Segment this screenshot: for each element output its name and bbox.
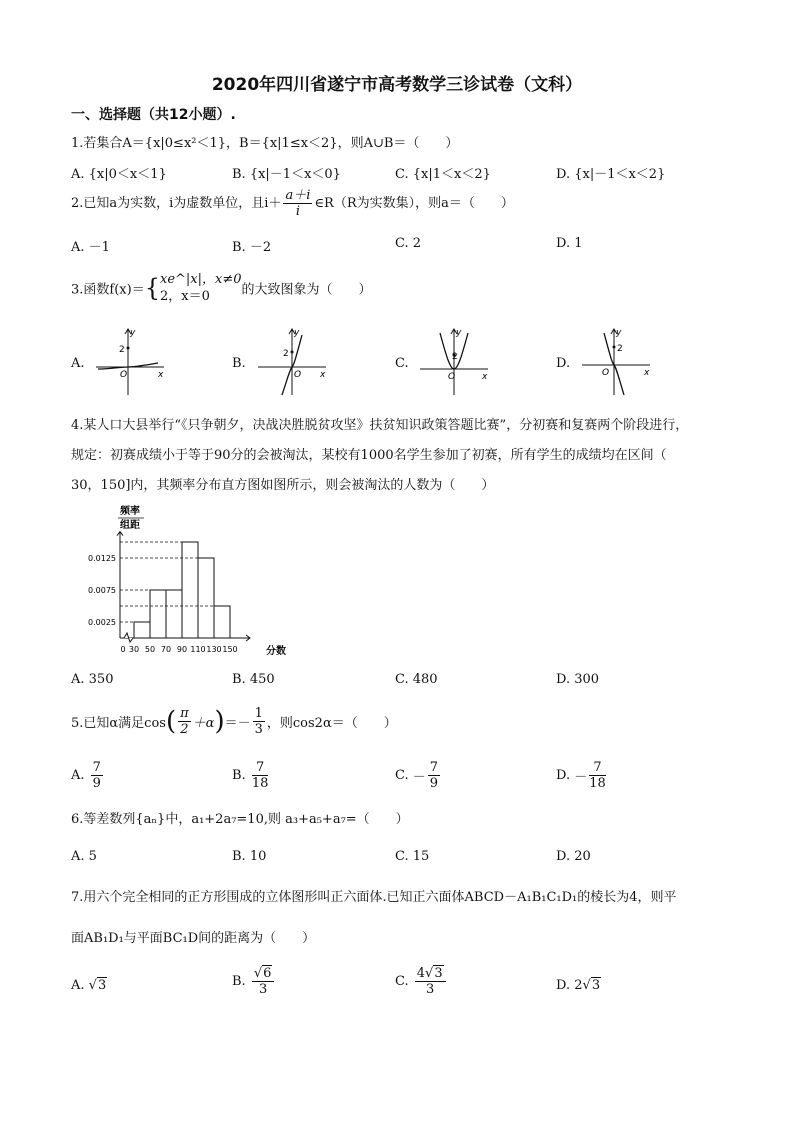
y-label: y: [294, 328, 300, 338]
q5-d-label: D.: [556, 768, 571, 783]
q5-c-sign: －: [412, 770, 426, 785]
y-tick-label: 0.0025: [88, 618, 116, 627]
question-1-stem: 1.若集合A＝{x|0≤x²＜1}，B＝{x|1≤x＜2}，则A∪B＝（ ）: [71, 136, 459, 151]
q5-d-frac: [589, 760, 606, 791]
q5-a-label: A.: [71, 768, 85, 783]
q3-graph-c[interactable]: [416, 325, 494, 397]
q4-option-c[interactable]: C. 480: [395, 672, 438, 687]
q5-mid: ＋α: [192, 716, 215, 731]
q3-pre: 3.函数f(x)＝: [71, 282, 145, 298]
x-axis-label: 分数: [266, 646, 286, 657]
y-axis-label-top: 频率: [120, 506, 140, 517]
q7-a-rad: 3: [97, 978, 107, 993]
histogram-bar: [134, 622, 150, 638]
q1-option-c[interactable]: C. {x|1＜x＜2}: [395, 167, 491, 182]
q3-case-2: 2，x＝0: [159, 289, 210, 304]
origin-label: O: [448, 372, 456, 382]
q3-graph-d[interactable]: [578, 325, 656, 397]
x-tick-label: 130: [206, 645, 222, 654]
question-6-stem: 6.等差数列{aₙ}中，a₁+2a₇=10,则 a₃+a₅+a₇=（ ）: [71, 812, 409, 827]
q5-post: ，则cos2α＝（ ）: [266, 716, 397, 731]
origin-label: O: [120, 370, 128, 380]
q2-frac-num: a＋i: [285, 188, 311, 203]
q7-b-rad: 6: [263, 966, 272, 981]
q7-option-b[interactable]: [232, 966, 276, 997]
q6-option-a[interactable]: A. 5: [71, 849, 97, 864]
q7-option-d[interactable]: D. 2√3: [556, 978, 601, 993]
q2-option-a[interactable]: A. －1: [71, 240, 110, 255]
q2-pre: 2.已知a为实数，i为虚数单位，且i＋: [71, 196, 282, 211]
mark-label: 2: [452, 352, 458, 362]
q7-c-rad: 3: [434, 966, 443, 981]
q5-d-sign: －: [574, 770, 588, 785]
q7-d-label: D.: [556, 978, 571, 993]
q5-b-label: B.: [232, 768, 246, 783]
q6-option-b[interactable]: B. 10: [232, 849, 267, 864]
q2-frac-den: i: [295, 204, 301, 219]
q2-option-c[interactable]: C. 2: [395, 236, 422, 251]
q5-option-c[interactable]: [395, 760, 442, 791]
q7-c-label: C.: [395, 974, 409, 989]
x-tick-label: 0: [120, 645, 126, 654]
origin-label: O: [602, 368, 610, 378]
x-tick-label: 70: [160, 645, 172, 654]
section-heading: 一、选择题（共12小题）.: [71, 107, 236, 123]
y-axis-label-bottom: 组距: [120, 520, 140, 531]
q7-b-frac: $\frac{√6}{3}$: [252, 966, 275, 997]
question-4-line-1: 4.某人口大县举行“《只争朝夕，决战决胜脱贫攻坚》扶贫知识政策答题比赛”，分初赛和复赛两个阶段进行，: [71, 418, 689, 433]
histogram-bar: [150, 590, 166, 638]
q7-d-rad: 3: [591, 978, 601, 993]
q2-option-d[interactable]: D. 1: [556, 236, 583, 251]
q7-c-frac: $\frac{4√3}{3}$: [415, 966, 446, 997]
q5-c-label: C.: [395, 768, 409, 783]
q5-a-den: 9: [92, 776, 101, 791]
question-4-line-3: 30，150]内，其频率分布直方图如图所示，则会被淘汰的人数为（ ）: [71, 478, 495, 493]
q5-c-den: 9: [429, 776, 439, 791]
x-tick-label: 50: [144, 645, 156, 654]
q7-option-a[interactable]: A. √3: [71, 978, 107, 993]
q3-cases: [160, 271, 242, 305]
histogram-bar: [198, 558, 214, 638]
y-label: y: [130, 328, 136, 338]
q3-graph-b[interactable]: [254, 325, 332, 397]
x-label: x: [320, 370, 326, 380]
q7-d-coef: 2: [574, 978, 583, 993]
y-tick-label: 0.0075: [88, 586, 116, 595]
q7-b-label: B.: [232, 974, 246, 989]
y-tick-label: 0.0125: [88, 554, 116, 563]
q3-graph-a[interactable]: [92, 325, 170, 397]
q5-b-den: 18: [251, 776, 269, 791]
q3-option-b[interactable]: B.: [232, 356, 246, 371]
q2-fraction: [283, 188, 312, 219]
q5-frac-den: 2: [180, 722, 189, 737]
q3-brace: {: [144, 274, 160, 302]
q5-a-frac: [91, 760, 103, 791]
q7-c-den: 3: [426, 982, 435, 997]
mark-label: 2: [283, 349, 289, 359]
x-tick-label: 110: [190, 645, 206, 654]
q5-eq: ＝－: [224, 716, 251, 731]
question-7-line-2: 面AB₁D₁与平面BC₁D间的距离为（ ）: [71, 931, 316, 946]
question-4-line-2: 规定：初赛成绩小于等于90分的会被淘汰，某校有1000名学生参加了初赛，所有学生的成绩均在区间（: [71, 448, 667, 463]
q5-frac-num: π: [180, 706, 189, 721]
question-2-stem: [71, 188, 514, 219]
q1-option-b[interactable]: B. {x|－1＜x＜0}: [232, 167, 341, 182]
page-title: 2020年四川省遂宁市高考数学三诊试卷（文科）: [211, 75, 583, 95]
q7-b-den: 3: [258, 982, 268, 997]
x-label: x: [158, 370, 164, 380]
x-tick-label: 90: [176, 645, 188, 654]
q3-option-a[interactable]: A.: [71, 356, 85, 371]
q3-post: 的大致图象为（ ）: [241, 282, 372, 298]
q5-c-frac: [428, 760, 440, 791]
q6-option-c[interactable]: C. 15: [395, 849, 430, 864]
histogram-bar: [182, 542, 198, 638]
q5-pre: 5.已知α满足cos: [71, 716, 166, 731]
q5-option-a[interactable]: [71, 760, 105, 791]
q4-option-d[interactable]: D. 300: [556, 672, 600, 687]
question-3-stem: [71, 270, 372, 306]
q6-option-d[interactable]: D. 20: [556, 849, 591, 864]
q5-b-num: 7: [252, 760, 269, 776]
q5-d-num: 7: [589, 760, 606, 776]
origin-label: O: [294, 370, 302, 380]
q5-rhs-num: 1: [254, 706, 263, 721]
q7-a-label: A.: [71, 978, 85, 993]
histogram-bar: [166, 590, 182, 638]
question-7-line-1: 7.用六个完全相同的正方形围成的立体图形叫正六面体.已知正六面体ABCD－A₁B₁C₁D₁的棱长为4，则平: [71, 890, 677, 905]
x-label: x: [482, 372, 488, 382]
y-label: y: [616, 328, 622, 338]
q5-fraction: [178, 706, 191, 737]
x-label: x: [644, 368, 650, 378]
q2-post: ∈R（R为实数集），则a＝（ ）: [314, 196, 514, 211]
q5-option-b[interactable]: [232, 760, 270, 791]
q7-c-coef: 4: [416, 966, 426, 981]
question-5-stem: 5.已知α满足cos( $\frac{\pi}{2}$ ＋α)＝－ $\frac{1}{3}$ ，则cos2α＝（ ）: [71, 706, 397, 737]
q2-option-b[interactable]: B. －2: [232, 240, 272, 255]
q5-rhs-fraction: [253, 706, 265, 737]
q4-option-a[interactable]: A. 350: [71, 672, 114, 687]
histogram-chart: [70, 500, 300, 665]
q5-d-den: 18: [589, 776, 606, 791]
q3-case-1: xe^|x|，x≠0: [159, 272, 242, 287]
q5-b-frac: [252, 760, 269, 791]
q5-rhs-den: 3: [254, 722, 263, 737]
x-tick-label: 30: [128, 645, 140, 654]
q3-option-d[interactable]: D.: [556, 356, 571, 371]
q4-option-b[interactable]: B. 450: [232, 672, 275, 687]
q5-option-d[interactable]: [556, 760, 608, 791]
x-tick-label: 150: [222, 645, 238, 654]
q1-option-d[interactable]: D. {x|－1＜x＜2}: [556, 167, 666, 182]
q5-a-num: 7: [92, 760, 101, 775]
y-label: y: [456, 328, 462, 338]
q1-option-a[interactable]: A. {x|0＜x＜1}: [71, 167, 167, 182]
mark-label: 2: [617, 344, 623, 354]
q3-option-c[interactable]: C.: [395, 356, 409, 371]
mark-label: 2: [119, 345, 125, 355]
q7-option-c[interactable]: [395, 966, 448, 997]
q5-c-num: 7: [429, 760, 439, 775]
histogram-bar: [214, 606, 230, 638]
